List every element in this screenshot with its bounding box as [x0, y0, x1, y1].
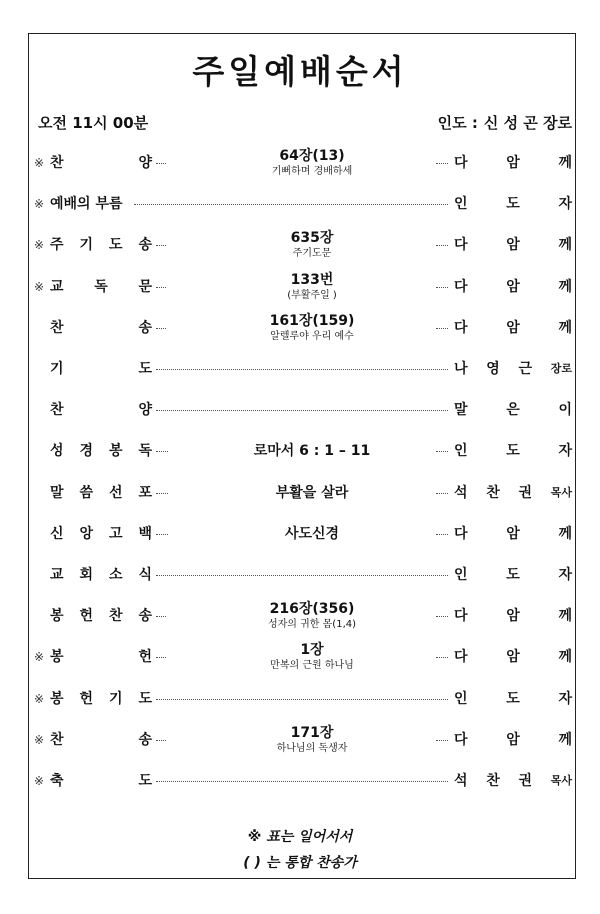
label-char: 신 — [50, 526, 64, 542]
dotted-leader — [156, 699, 448, 700]
worship-item-row — [30, 761, 574, 801]
person-char: 께 — [558, 320, 572, 336]
person-char: 자 — [558, 691, 572, 707]
worship-item-row — [30, 431, 574, 471]
worship-item-row — [30, 555, 574, 595]
page-title: 주일예배순서 — [192, 52, 408, 91]
worship-item-row — [30, 720, 574, 760]
label-char: 선 — [108, 485, 123, 501]
person-char: 자 — [558, 567, 572, 583]
label-char: 기 — [108, 691, 123, 707]
label-char: 도 — [138, 773, 152, 789]
worship-item-person — [454, 349, 572, 389]
person-char: 장로 — [550, 362, 572, 375]
label-char: 송 — [138, 237, 152, 253]
person-char: 권 — [518, 773, 532, 789]
label-char: 소 — [108, 567, 123, 583]
worship-item-label — [50, 720, 152, 760]
label-char: 송 — [138, 608, 152, 624]
worship-item-label — [50, 225, 152, 265]
standing-mark: ※ — [33, 692, 45, 706]
worship-item-person — [454, 308, 572, 348]
person-char: 말 — [454, 402, 468, 418]
person-char: 은 — [506, 402, 520, 418]
dotted-leader — [156, 740, 166, 741]
person-char: 께 — [558, 608, 572, 624]
person-char: 다 — [454, 155, 468, 171]
worship-item-row — [30, 390, 574, 430]
person-char: 께 — [558, 732, 572, 748]
dotted-leader — [156, 575, 448, 576]
worship-item-label — [50, 679, 152, 719]
worship-item-row — [30, 637, 574, 677]
worship-item-row — [30, 184, 574, 224]
standing-mark — [30, 390, 48, 430]
worship-item-detail — [167, 308, 457, 348]
person-char: 암 — [506, 649, 520, 665]
label-char: 교 — [50, 279, 64, 295]
label-char: 기 — [79, 237, 94, 253]
worship-item-row — [30, 349, 574, 389]
worship-item-detail — [167, 473, 457, 513]
label-char: 양 — [138, 155, 152, 171]
hymn-title: 성자의 귀한 몸(1,4) — [267, 619, 357, 630]
label-char: 봉 — [50, 691, 64, 707]
footer-note-hymnal: ( ) 는 통합 찬송가 — [243, 855, 357, 871]
dotted-leader — [156, 781, 448, 782]
person-char: 다 — [454, 732, 468, 748]
label-char: 찬 — [50, 402, 64, 418]
standing-mark — [30, 349, 48, 389]
person-char: 이 — [558, 402, 572, 418]
person-char: 다 — [454, 608, 468, 624]
worship-item-row — [30, 267, 574, 307]
dotted-leader — [156, 328, 166, 329]
hymn-number: 부활을 살라 — [275, 484, 349, 501]
standing-mark: ※ — [33, 733, 45, 747]
worship-item-person — [454, 596, 572, 636]
worship-item-label — [50, 143, 152, 183]
worship-item-person — [454, 637, 572, 677]
person-char: 석 — [454, 485, 468, 501]
standing-mark — [30, 308, 48, 348]
person-char: 목사 — [550, 774, 572, 787]
hymn-title: 만복의 근원 하나님 — [270, 660, 354, 671]
worship-item-label — [50, 308, 152, 348]
person-char: 암 — [506, 237, 520, 253]
worship-item-label — [50, 349, 152, 389]
dotted-leader — [156, 657, 166, 658]
person-char: 암 — [506, 732, 520, 748]
worship-item-person — [454, 143, 572, 183]
worship-item-detail — [167, 637, 457, 677]
worship-item-label — [50, 596, 152, 636]
worship-item-row — [30, 225, 574, 265]
person-char: 암 — [506, 279, 520, 295]
worship-item-label — [50, 431, 152, 471]
label-char: 앙 — [79, 526, 94, 542]
hymn-number: 161장(159) — [269, 313, 355, 329]
hymn-title: 알렐루야 우리 예수 — [270, 331, 354, 342]
person-char: 도 — [506, 443, 520, 459]
worship-item-row — [30, 308, 574, 348]
standing-mark — [30, 473, 48, 513]
label-char: 헌 — [79, 608, 94, 624]
person-char: 인 — [454, 443, 468, 459]
worship-item-person — [454, 225, 572, 265]
standing-mark: ※ — [33, 650, 45, 664]
label-char: 독 — [94, 279, 108, 295]
person-char: 권 — [518, 485, 532, 501]
label-char: 축 — [50, 773, 64, 789]
worship-item-person — [454, 720, 572, 760]
person-char: 암 — [506, 608, 520, 624]
label-char: 경 — [79, 443, 94, 459]
dotted-leader — [156, 410, 448, 411]
label-char: 송 — [138, 320, 152, 336]
worship-item-person — [454, 555, 572, 595]
worship-item-label — [50, 514, 152, 554]
standing-mark — [30, 431, 48, 471]
person-char: 도 — [506, 567, 520, 583]
service-time: 오전 11시 00분 — [38, 114, 149, 132]
person-char: 께 — [558, 526, 572, 542]
worship-item-detail — [167, 720, 457, 760]
label-char: 송 — [138, 732, 152, 748]
person-char: 도 — [506, 691, 520, 707]
label-char: 찬 — [108, 608, 123, 624]
worship-item-label — [50, 637, 152, 677]
worship-item-label — [50, 267, 152, 307]
worship-item-row — [30, 679, 574, 719]
person-char: 석 — [454, 773, 468, 789]
standing-mark — [30, 514, 48, 554]
label-char: 봉 — [108, 443, 123, 459]
person-char: 자 — [558, 196, 572, 212]
label-char: 포 — [138, 485, 152, 501]
person-char: 다 — [454, 526, 468, 542]
worship-item-person — [454, 390, 572, 430]
hymn-number: 로마서 6 : 1 – 11 — [253, 442, 371, 459]
label-char: 도 — [108, 237, 123, 253]
dotted-leader — [156, 616, 166, 617]
worship-item-label — [50, 555, 152, 595]
label-char: 문 — [138, 279, 152, 295]
label-char: 말 — [50, 485, 64, 501]
person-char: 다 — [454, 279, 468, 295]
person-char: 영 — [486, 361, 500, 377]
person-char: 다 — [454, 237, 468, 253]
worship-item-detail — [167, 596, 457, 636]
label-char: 도 — [138, 691, 152, 707]
person-char: 암 — [506, 320, 520, 336]
worship-item-person — [454, 679, 572, 719]
label-char: 양 — [138, 402, 152, 418]
person-char: 자 — [558, 443, 572, 459]
label-char: 찬 — [50, 320, 64, 336]
footer-note-standing: ※ 표는 일어서서 — [247, 829, 353, 845]
label-char: 성 — [50, 443, 64, 459]
label-char: 헌 — [79, 691, 94, 707]
label-char: 주 — [50, 237, 64, 253]
hymn-number: 64장(13) — [279, 148, 345, 164]
worship-item-person — [454, 267, 572, 307]
worship-item-row — [30, 514, 574, 554]
label-char: 찬 — [50, 732, 64, 748]
service-leader — [392, 112, 572, 133]
label-char: 기 — [50, 361, 64, 377]
label-char: 찬 — [50, 155, 64, 171]
label-char: 교 — [50, 567, 64, 583]
standing-mark: ※ — [33, 280, 45, 294]
label-char: 도 — [138, 361, 152, 377]
person-char: 목사 — [550, 486, 572, 499]
label-char: 봉 — [50, 608, 64, 624]
standing-mark: ※ — [33, 774, 45, 788]
person-char: 근 — [518, 361, 532, 377]
standing-mark: ※ — [33, 197, 45, 211]
person-char: 께 — [558, 649, 572, 665]
label-char: 독 — [138, 443, 152, 459]
person-char: 찬 — [486, 773, 500, 789]
person-char: 암 — [506, 155, 520, 171]
hymn-number: 171장 — [290, 725, 334, 741]
hymn-number: 216장(356) — [269, 601, 355, 617]
label-char: 고 — [108, 526, 123, 542]
label-char: 헌 — [138, 649, 152, 665]
worship-item-person — [454, 514, 572, 554]
person-char: 나 — [454, 361, 468, 377]
standing-mark: ※ — [33, 156, 45, 170]
person-char: 다 — [454, 649, 468, 665]
dotted-leader — [156, 287, 166, 288]
person-char: 도 — [506, 196, 520, 212]
dotted-leader — [156, 163, 166, 164]
leader-name: 신 성 곤 장로 — [483, 114, 572, 132]
person-char: 인 — [454, 691, 468, 707]
hymn-title: 주기도문 — [292, 248, 332, 259]
worship-item-label — [50, 473, 152, 513]
standing-mark — [30, 555, 48, 595]
worship-item-detail — [167, 514, 457, 554]
hymn-number: 635장 — [290, 230, 334, 246]
person-char: 인 — [454, 196, 468, 212]
dotted-leader — [156, 369, 448, 370]
leader-label: 인도 : — [437, 114, 478, 132]
worship-item-person — [454, 431, 572, 471]
worship-item-detail — [167, 431, 457, 471]
hymn-number: 133번 — [290, 272, 334, 288]
label-char: 예배의 부름 — [50, 196, 123, 212]
worship-item-label — [50, 390, 152, 430]
worship-item-person — [454, 473, 572, 513]
person-char: 께 — [558, 237, 572, 253]
person-char: 암 — [506, 526, 520, 542]
label-char: 백 — [138, 526, 152, 542]
person-char: 인 — [454, 567, 468, 583]
person-char: 다 — [454, 320, 468, 336]
worship-item-person — [454, 761, 572, 801]
label-char: 식 — [138, 567, 152, 583]
hymn-number: 사도신경 — [284, 525, 340, 542]
person-char: 찬 — [486, 485, 500, 501]
person-char: 께 — [558, 279, 572, 295]
worship-item-detail — [167, 225, 457, 265]
label-char: 씀 — [79, 485, 94, 501]
worship-item-row — [30, 473, 574, 513]
worship-item-label — [50, 761, 152, 801]
worship-item-row — [30, 596, 574, 636]
label-char: 회 — [79, 567, 94, 583]
standing-mark: ※ — [33, 238, 45, 252]
person-char: 께 — [558, 155, 572, 171]
label-char: 봉 — [50, 649, 64, 665]
worship-item-detail — [167, 143, 457, 183]
worship-item-row — [30, 143, 574, 183]
worship-item-detail — [167, 267, 457, 307]
hymn-title: 하나님의 독생자 — [276, 743, 348, 754]
worship-item-person — [454, 184, 572, 224]
hymn-title: (부활주일 ) — [287, 290, 337, 301]
dotted-leader — [134, 204, 448, 205]
hymn-title: 기뻐하며 경배하세 — [271, 166, 353, 177]
hymn-number: 1장 — [300, 642, 324, 658]
dotted-leader — [156, 245, 166, 246]
standing-mark — [30, 596, 48, 636]
